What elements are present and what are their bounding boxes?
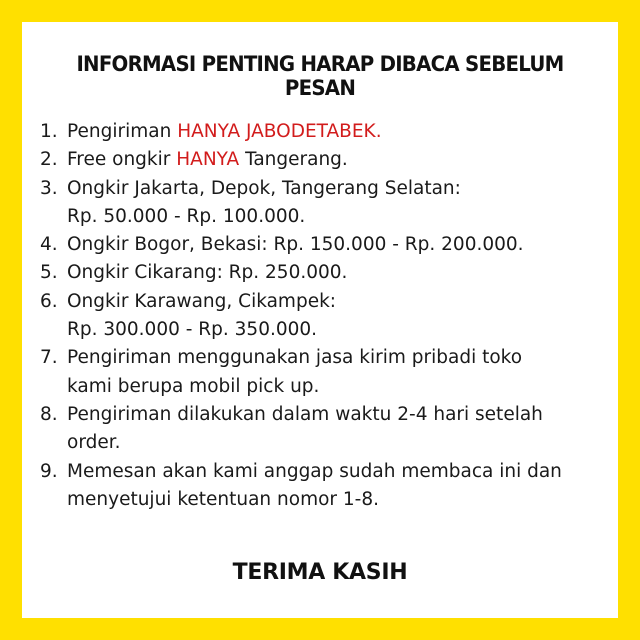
line-text: Tangerang. — [239, 149, 348, 171]
list-item-text — [67, 259, 610, 287]
list-item-text — [67, 344, 610, 401]
line-text: Ongkir Karawang, Cikampek: — [67, 290, 337, 312]
list-item-text — [67, 175, 610, 232]
list-item-number: 7. — [40, 347, 58, 369]
line-text: Pengiriman — [67, 121, 178, 142]
list-item — [40, 175, 610, 232]
list-item-number: 9. — [40, 460, 58, 482]
line-text: Free ongkir — [67, 149, 177, 171]
list-item-number: 2. — [40, 149, 58, 171]
highlight-text: HANYA — [176, 149, 240, 171]
list-item-line — [67, 316, 610, 344]
list-item — [40, 259, 610, 287]
line-text: Ongkir Bogor, Bekasi: Rp. 150.000 - Rp. 200.000. — [67, 234, 524, 256]
list-item-text — [67, 288, 610, 345]
list-item-text — [67, 118, 610, 146]
list-item — [40, 231, 610, 259]
list-item-line — [67, 401, 610, 429]
list-item-line — [67, 231, 610, 259]
line-text: kami berupa mobil pick up. — [67, 375, 320, 397]
list-item — [40, 288, 610, 345]
list-item-line — [67, 486, 610, 514]
list-item-number: 1. — [40, 121, 58, 142]
line-text: menyetujui ketentuan nomor 1-8. — [67, 488, 380, 510]
list-item-number: 3. — [40, 177, 58, 199]
list-item-line — [67, 429, 610, 457]
line-text: order. — [67, 432, 121, 454]
line-text: Rp. 300.000 - Rp. 350.000. — [67, 319, 318, 341]
line-text: Ongkir Cikarang: Rp. 250.000. — [67, 262, 348, 284]
closing-text: TERIMA KASIH — [232, 560, 408, 585]
line-text: Pengiriman menggunakan jasa kirim pribadi toko — [67, 347, 523, 369]
list-item-line — [67, 259, 610, 287]
list-item-line — [67, 344, 610, 372]
list-item-number: 4. — [40, 234, 58, 256]
list-item-line — [67, 203, 610, 231]
list-item-line — [67, 175, 610, 203]
line-text: Pengiriman dilakukan dalam waktu 2-4 hari setelah — [67, 403, 543, 425]
list-item-number: 8. — [40, 403, 58, 425]
info-list — [40, 118, 610, 514]
list-item-line — [67, 118, 610, 146]
list-item — [40, 146, 610, 174]
list-item-line — [67, 373, 610, 401]
list-item-number: 5. — [40, 262, 58, 284]
list-item-line — [67, 146, 610, 174]
list-item-line — [67, 458, 610, 486]
list-item — [40, 344, 610, 401]
list-item-number: 6. — [40, 290, 58, 312]
line-text: Ongkir Jakarta, Depok, Tangerang Selatan: — [67, 177, 461, 199]
list-item-line — [67, 288, 610, 316]
line-text: Memesan akan kami anggap sudah membaca ini dan — [67, 460, 562, 482]
list-item-text — [67, 231, 610, 259]
list-item — [40, 118, 610, 146]
highlight-text: HANYA JABODETABEK. — [177, 121, 382, 142]
list-item — [40, 401, 610, 458]
list-item — [40, 458, 610, 515]
line-text: Rp. 50.000 - Rp. 100.000. — [67, 205, 306, 227]
list-item-text — [67, 458, 610, 515]
list-item-text — [67, 401, 610, 458]
list-item-text — [67, 146, 610, 174]
page-title: INFORMASI PENTING HARAP DIBACA SEBELUM PESAN — [76, 52, 564, 100]
